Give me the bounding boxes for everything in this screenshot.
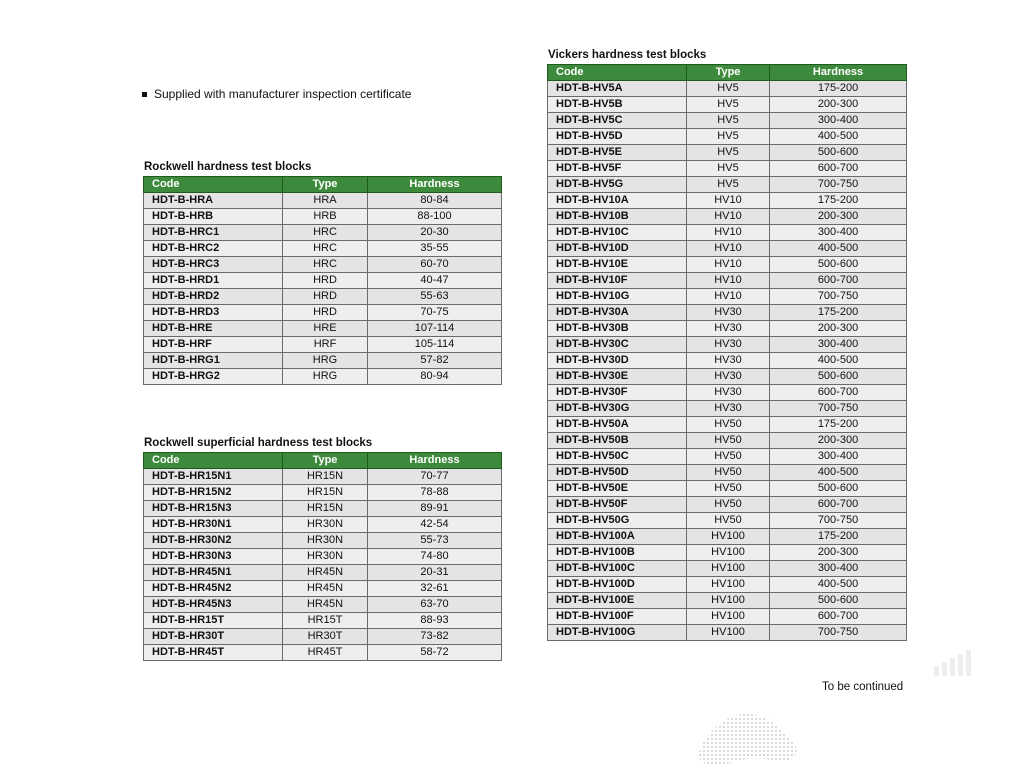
cell-type: HV30 (687, 305, 770, 321)
cell-code: HDT-B-HR45N2 (144, 581, 283, 597)
table-header-row (144, 177, 502, 193)
column-header-type: Type (283, 177, 368, 193)
superficial-table (143, 452, 502, 661)
table-row (144, 485, 502, 501)
table-row (144, 597, 502, 613)
cell-hardness: 175-200 (770, 305, 907, 321)
table-row (548, 353, 907, 369)
table-row (144, 321, 502, 337)
cell-code: HDT-B-HV50C (548, 449, 687, 465)
cell-code: HDT-B-HV10E (548, 257, 687, 273)
table-row (144, 613, 502, 629)
cell-hardness: 40-47 (368, 273, 502, 289)
table-row (548, 337, 907, 353)
cell-hardness: 700-750 (770, 513, 907, 529)
cell-type: HV30 (687, 337, 770, 353)
cell-hardness: 200-300 (770, 209, 907, 225)
cell-type: HV10 (687, 193, 770, 209)
cell-hardness: 73-82 (368, 629, 502, 645)
cell-type: HV5 (687, 145, 770, 161)
cell-code: HDT-B-HV100A (548, 529, 687, 545)
cell-code: HDT-B-HR30N3 (144, 549, 283, 565)
table-row (548, 193, 907, 209)
cell-hardness: 57-82 (368, 353, 502, 369)
cell-code: HDT-B-HR30N1 (144, 517, 283, 533)
cell-code: HDT-B-HV30C (548, 337, 687, 353)
cell-type: HV50 (687, 481, 770, 497)
cell-type: HV30 (687, 369, 770, 385)
table-row (548, 545, 907, 561)
cell-code: HDT-B-HV30A (548, 305, 687, 321)
cell-type: HR30N (283, 517, 368, 533)
cell-code: HDT-B-HV50D (548, 465, 687, 481)
table-row (144, 353, 502, 369)
cell-code: HDT-B-HV30F (548, 385, 687, 401)
table-row (548, 241, 907, 257)
cell-code: HDT-B-HV30D (548, 353, 687, 369)
table-row (548, 497, 907, 513)
cell-code: HDT-B-HRE (144, 321, 283, 337)
cell-hardness: 32-61 (368, 581, 502, 597)
table-row (144, 273, 502, 289)
cell-hardness: 60-70 (368, 257, 502, 273)
cell-type: HV5 (687, 97, 770, 113)
cell-hardness: 400-500 (770, 465, 907, 481)
cell-hardness: 175-200 (770, 417, 907, 433)
cell-hardness: 500-600 (770, 481, 907, 497)
table-row (548, 401, 907, 417)
cell-code: HDT-B-HR15N1 (144, 469, 283, 485)
cell-code: HDT-B-HV10C (548, 225, 687, 241)
cell-code: HDT-B-HRC1 (144, 225, 283, 241)
cell-type: HR30T (283, 629, 368, 645)
cell-hardness: 88-93 (368, 613, 502, 629)
table-row (144, 369, 502, 385)
cell-type: HV10 (687, 209, 770, 225)
cell-type: HR45N (283, 597, 368, 613)
cell-type: HV50 (687, 513, 770, 529)
cell-hardness: 700-750 (770, 625, 907, 641)
table-row (548, 129, 907, 145)
cell-type: HRC (283, 241, 368, 257)
cell-type: HR15N (283, 501, 368, 517)
table-row (144, 289, 502, 305)
cell-code: HDT-B-HV100C (548, 561, 687, 577)
cell-hardness: 175-200 (770, 529, 907, 545)
cell-code: HDT-B-HV100F (548, 609, 687, 625)
cell-type: HV10 (687, 289, 770, 305)
rockwell-table (143, 176, 502, 385)
table-row (144, 469, 502, 485)
column-header-type: Type (687, 65, 770, 81)
table-row (144, 533, 502, 549)
cell-hardness: 400-500 (770, 353, 907, 369)
cell-hardness: 600-700 (770, 273, 907, 289)
cell-hardness: 78-88 (368, 485, 502, 501)
cell-hardness: 105-114 (368, 337, 502, 353)
cell-hardness: 58-72 (368, 645, 502, 661)
table-row (548, 417, 907, 433)
cell-type: HV100 (687, 529, 770, 545)
cell-hardness: 500-600 (770, 145, 907, 161)
cell-code: HDT-B-HV5A (548, 81, 687, 97)
cell-hardness: 88-100 (368, 209, 502, 225)
table-row (144, 305, 502, 321)
cell-type: HV10 (687, 225, 770, 241)
table-row (548, 161, 907, 177)
cell-type: HRE (283, 321, 368, 337)
cell-hardness: 700-750 (770, 289, 907, 305)
table-row (548, 369, 907, 385)
table-row (548, 273, 907, 289)
cell-hardness: 42-54 (368, 517, 502, 533)
vickers-table-title: Vickers hardness test blocks (548, 49, 707, 61)
cell-code: HDT-B-HV10D (548, 241, 687, 257)
table-row (548, 513, 907, 529)
table-row (144, 225, 502, 241)
cell-code: HDT-B-HRG1 (144, 353, 283, 369)
cell-type: HV30 (687, 321, 770, 337)
cell-type: HV10 (687, 273, 770, 289)
rockwell-section (143, 161, 502, 385)
cell-hardness: 175-200 (770, 193, 907, 209)
cell-hardness: 400-500 (770, 129, 907, 145)
column-header-type: Type (283, 453, 368, 469)
table-row (548, 577, 907, 593)
cell-code: HDT-B-HV30G (548, 401, 687, 417)
table-row (144, 241, 502, 257)
table-row (548, 81, 907, 97)
vickers-table (547, 64, 907, 641)
to-be-continued-note: To be continued (822, 681, 904, 693)
cell-type: HV5 (687, 161, 770, 177)
cell-code: HDT-B-HV100B (548, 545, 687, 561)
cell-type: HV50 (687, 433, 770, 449)
cell-code: HDT-B-HR15T (144, 613, 283, 629)
cell-hardness: 300-400 (770, 561, 907, 577)
cell-code: HDT-B-HRF (144, 337, 283, 353)
certificate-note (142, 87, 411, 101)
cell-type: HRB (283, 209, 368, 225)
cell-hardness: 600-700 (770, 497, 907, 513)
cell-hardness: 500-600 (770, 593, 907, 609)
column-header-code: Code (144, 453, 283, 469)
cell-type: HV100 (687, 625, 770, 641)
cell-type: HRC (283, 257, 368, 273)
cell-hardness: 80-94 (368, 369, 502, 385)
table-row (144, 501, 502, 517)
table-row (144, 645, 502, 661)
cell-type: HR30N (283, 549, 368, 565)
cell-code: HDT-B-HRC3 (144, 257, 283, 273)
superficial-table-title: Rockwell superficial hardness test blocks (144, 437, 373, 449)
cell-code: HDT-B-HRA (144, 193, 283, 209)
cell-code: HDT-B-HV50F (548, 497, 687, 513)
cell-hardness: 300-400 (770, 113, 907, 129)
faded-bars-icon (930, 648, 976, 678)
cell-code: HDT-B-HV5B (548, 97, 687, 113)
rockwell-table-title: Rockwell hardness test blocks (144, 161, 312, 173)
cell-hardness: 70-75 (368, 305, 502, 321)
cell-type: HR15N (283, 485, 368, 501)
cell-type: HR15T (283, 613, 368, 629)
table-header-row (548, 65, 907, 81)
cell-code: HDT-B-HV10G (548, 289, 687, 305)
cell-hardness: 500-600 (770, 257, 907, 273)
cell-code: HDT-B-HV50G (548, 513, 687, 529)
cell-hardness: 400-500 (770, 577, 907, 593)
cell-hardness: 200-300 (770, 545, 907, 561)
cell-code: HDT-B-HRB (144, 209, 283, 225)
cell-hardness: 300-400 (770, 449, 907, 465)
cell-code: HDT-B-HR15N3 (144, 501, 283, 517)
table-row (144, 517, 502, 533)
cell-type: HV50 (687, 417, 770, 433)
cell-code: HDT-B-HV10F (548, 273, 687, 289)
cell-hardness: 74-80 (368, 549, 502, 565)
cell-type: HR45N (283, 581, 368, 597)
table-row (144, 193, 502, 209)
cell-type: HV50 (687, 449, 770, 465)
cell-type: HV100 (687, 561, 770, 577)
cell-type: HV5 (687, 81, 770, 97)
cell-code: HDT-B-HV100E (548, 593, 687, 609)
cell-type: HR30N (283, 533, 368, 549)
cell-code: HDT-B-HV30B (548, 321, 687, 337)
cell-type: HRA (283, 193, 368, 209)
table-row (548, 225, 907, 241)
cell-hardness: 63-70 (368, 597, 502, 613)
cell-code: HDT-B-HR15N2 (144, 485, 283, 501)
table-row (548, 529, 907, 545)
table-row (548, 177, 907, 193)
table-row (144, 209, 502, 225)
vickers-section (547, 49, 907, 641)
cell-type: HV100 (687, 609, 770, 625)
cell-type: HV10 (687, 241, 770, 257)
cell-hardness: 70-77 (368, 469, 502, 485)
cell-code: HDT-B-HV5D (548, 129, 687, 145)
cell-type: HRC (283, 225, 368, 241)
column-header-hardness: Hardness (368, 177, 502, 193)
table-row (548, 465, 907, 481)
cell-code: HDT-B-HRD3 (144, 305, 283, 321)
cell-code: HDT-B-HV5E (548, 145, 687, 161)
table-row (144, 629, 502, 645)
table-row (548, 481, 907, 497)
cell-type: HRD (283, 273, 368, 289)
cell-type: HV5 (687, 129, 770, 145)
table-row (548, 113, 907, 129)
cell-type: HV30 (687, 401, 770, 417)
cell-hardness: 20-30 (368, 225, 502, 241)
cell-code: HDT-B-HR30N2 (144, 533, 283, 549)
cell-hardness: 35-55 (368, 241, 502, 257)
column-header-hardness: Hardness (770, 65, 907, 81)
table-row (548, 609, 907, 625)
cell-type: HV100 (687, 593, 770, 609)
cell-hardness: 400-500 (770, 241, 907, 257)
table-row (144, 565, 502, 581)
cell-type: HV10 (687, 257, 770, 273)
cell-hardness: 700-750 (770, 177, 907, 193)
cell-hardness: 200-300 (770, 433, 907, 449)
cell-type: HV100 (687, 577, 770, 593)
table-row (144, 549, 502, 565)
faded-decoration-icon (690, 705, 810, 768)
table-row (548, 449, 907, 465)
cell-type: HV30 (687, 385, 770, 401)
cell-code: HDT-B-HV30E (548, 369, 687, 385)
table-row (548, 593, 907, 609)
cell-code: HDT-B-HV10A (548, 193, 687, 209)
cell-code: HDT-B-HV50B (548, 433, 687, 449)
table-row (548, 257, 907, 273)
cell-hardness: 300-400 (770, 225, 907, 241)
table-row (548, 209, 907, 225)
column-header-code: Code (144, 177, 283, 193)
cell-type: HV50 (687, 497, 770, 513)
table-row (548, 97, 907, 113)
cell-code: HDT-B-HRC2 (144, 241, 283, 257)
cell-code: HDT-B-HR30T (144, 629, 283, 645)
superficial-section (143, 437, 502, 661)
certificate-note-text: Supplied with manufacturer inspection certificate (154, 87, 412, 101)
cell-code: HDT-B-HRD2 (144, 289, 283, 305)
cell-type: HRF (283, 337, 368, 353)
cell-code: HDT-B-HR45N3 (144, 597, 283, 613)
table-row (548, 321, 907, 337)
cell-type: HV30 (687, 353, 770, 369)
cell-code: HDT-B-HV100G (548, 625, 687, 641)
cell-hardness: 200-300 (770, 97, 907, 113)
cell-hardness: 600-700 (770, 609, 907, 625)
cell-hardness: 700-750 (770, 401, 907, 417)
cell-hardness: 200-300 (770, 321, 907, 337)
table-row (548, 305, 907, 321)
cell-hardness: 55-63 (368, 289, 502, 305)
cell-hardness: 89-91 (368, 501, 502, 517)
cell-hardness: 175-200 (770, 81, 907, 97)
cell-code: HDT-B-HRD1 (144, 273, 283, 289)
cell-type: HV5 (687, 113, 770, 129)
table-row (548, 625, 907, 641)
column-header-code: Code (548, 65, 687, 81)
cell-hardness: 107-114 (368, 321, 502, 337)
cell-code: HDT-B-HV100D (548, 577, 687, 593)
cell-hardness: 20-31 (368, 565, 502, 581)
cell-hardness: 600-700 (770, 161, 907, 177)
column-header-hardness: Hardness (368, 453, 502, 469)
cell-code: HDT-B-HV5C (548, 113, 687, 129)
table-row (144, 337, 502, 353)
cell-type: HR45T (283, 645, 368, 661)
cell-type: HR15N (283, 469, 368, 485)
table-row (144, 581, 502, 597)
cell-code: HDT-B-HV10B (548, 209, 687, 225)
cell-code: HDT-B-HV5F (548, 161, 687, 177)
cell-code: HDT-B-HV50A (548, 417, 687, 433)
cell-type: HR45N (283, 565, 368, 581)
cell-code: HDT-B-HR45N1 (144, 565, 283, 581)
cell-type: HRG (283, 369, 368, 385)
cell-hardness: 600-700 (770, 385, 907, 401)
table-row (548, 433, 907, 449)
cell-type: HV50 (687, 465, 770, 481)
table-row (548, 561, 907, 577)
bullet-icon (142, 92, 147, 97)
cell-type: HRD (283, 305, 368, 321)
table-row (144, 257, 502, 273)
cell-type: HRD (283, 289, 368, 305)
cell-type: HV100 (687, 545, 770, 561)
cell-hardness: 300-400 (770, 337, 907, 353)
cell-hardness: 80-84 (368, 193, 502, 209)
table-row (548, 385, 907, 401)
cell-hardness: 500-600 (770, 369, 907, 385)
cell-code: HDT-B-HV50E (548, 481, 687, 497)
cell-code: HDT-B-HRG2 (144, 369, 283, 385)
cell-code: HDT-B-HV5G (548, 177, 687, 193)
cell-hardness: 55-73 (368, 533, 502, 549)
cell-type: HRG (283, 353, 368, 369)
cell-type: HV5 (687, 177, 770, 193)
cell-code: HDT-B-HR45T (144, 645, 283, 661)
table-row (548, 145, 907, 161)
table-header-row (144, 453, 502, 469)
table-row (548, 289, 907, 305)
